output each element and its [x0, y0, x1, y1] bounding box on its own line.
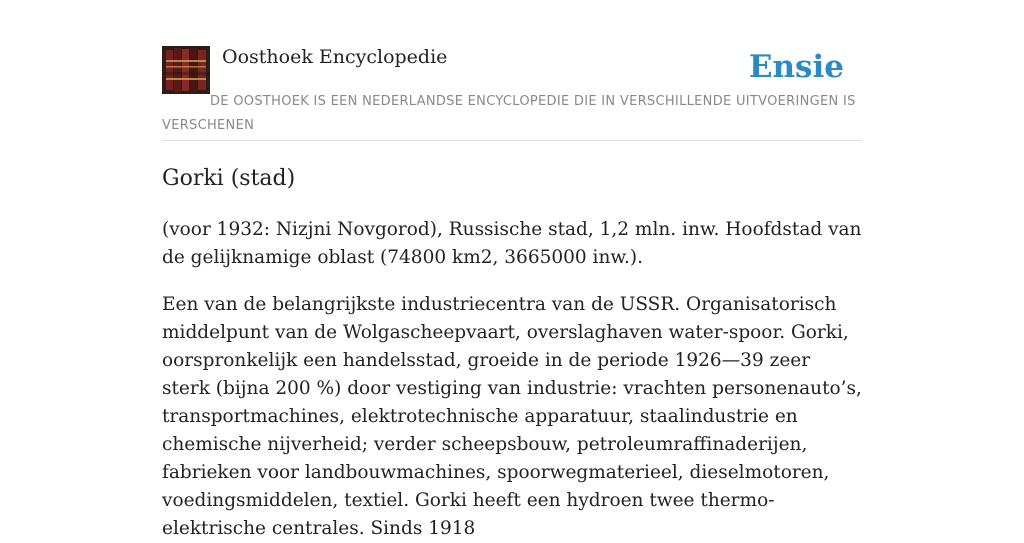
- article-title: Gorki (stad): [162, 166, 296, 191]
- site-header: [162, 46, 862, 141]
- brand-logo[interactable]: Ensie: [748, 49, 844, 85]
- site-description: DE OOSTHOEK IS EEN NEDERLANDSE ENCYCLOPEDIE DIE IN VERSCHILLENDE UITVOERINGEN IS VERSCHENEN: [162, 94, 856, 133]
- encyclopedia-books-icon: [162, 46, 210, 94]
- article-paragraph: Een van de belangrijkste industriecentra van de USSR. Organisatorisch middelpunt van de Wolgascheepvaart, overslaghaven water-spoor. Gorki, oorspronkelijk een handelsstad, groeide in de periode 1926—39 zeer sterk (bijna 200 %) door vestiging van industrie: vrachten personenauto’s, transportmachines, elektrotechnische apparatuur, staalindustrie en chemische nijverheid; verder scheepsbouw, petroleumraffinaderijen, fabrieken voor landbouwmachines, spoorwegmaterieel, dieselmotoren, voedingsmiddelen, textiel. Gorki heeft een hydroen twee thermo-elektrische centrales. Sinds 1918: [162, 294, 862, 539]
- article: [162, 160, 862, 543]
- site-avatar[interactable]: [162, 46, 210, 94]
- site-name[interactable]: Oosthoek Encyclopedie: [222, 46, 448, 68]
- article-paragraph: (voor 1932: Nizjni Novgorod), Russische stad, 1,2 mln. inw. Hoofdstad van de gelijknamige oblast (74800 km2, 3665000 inw.).: [162, 219, 862, 268]
